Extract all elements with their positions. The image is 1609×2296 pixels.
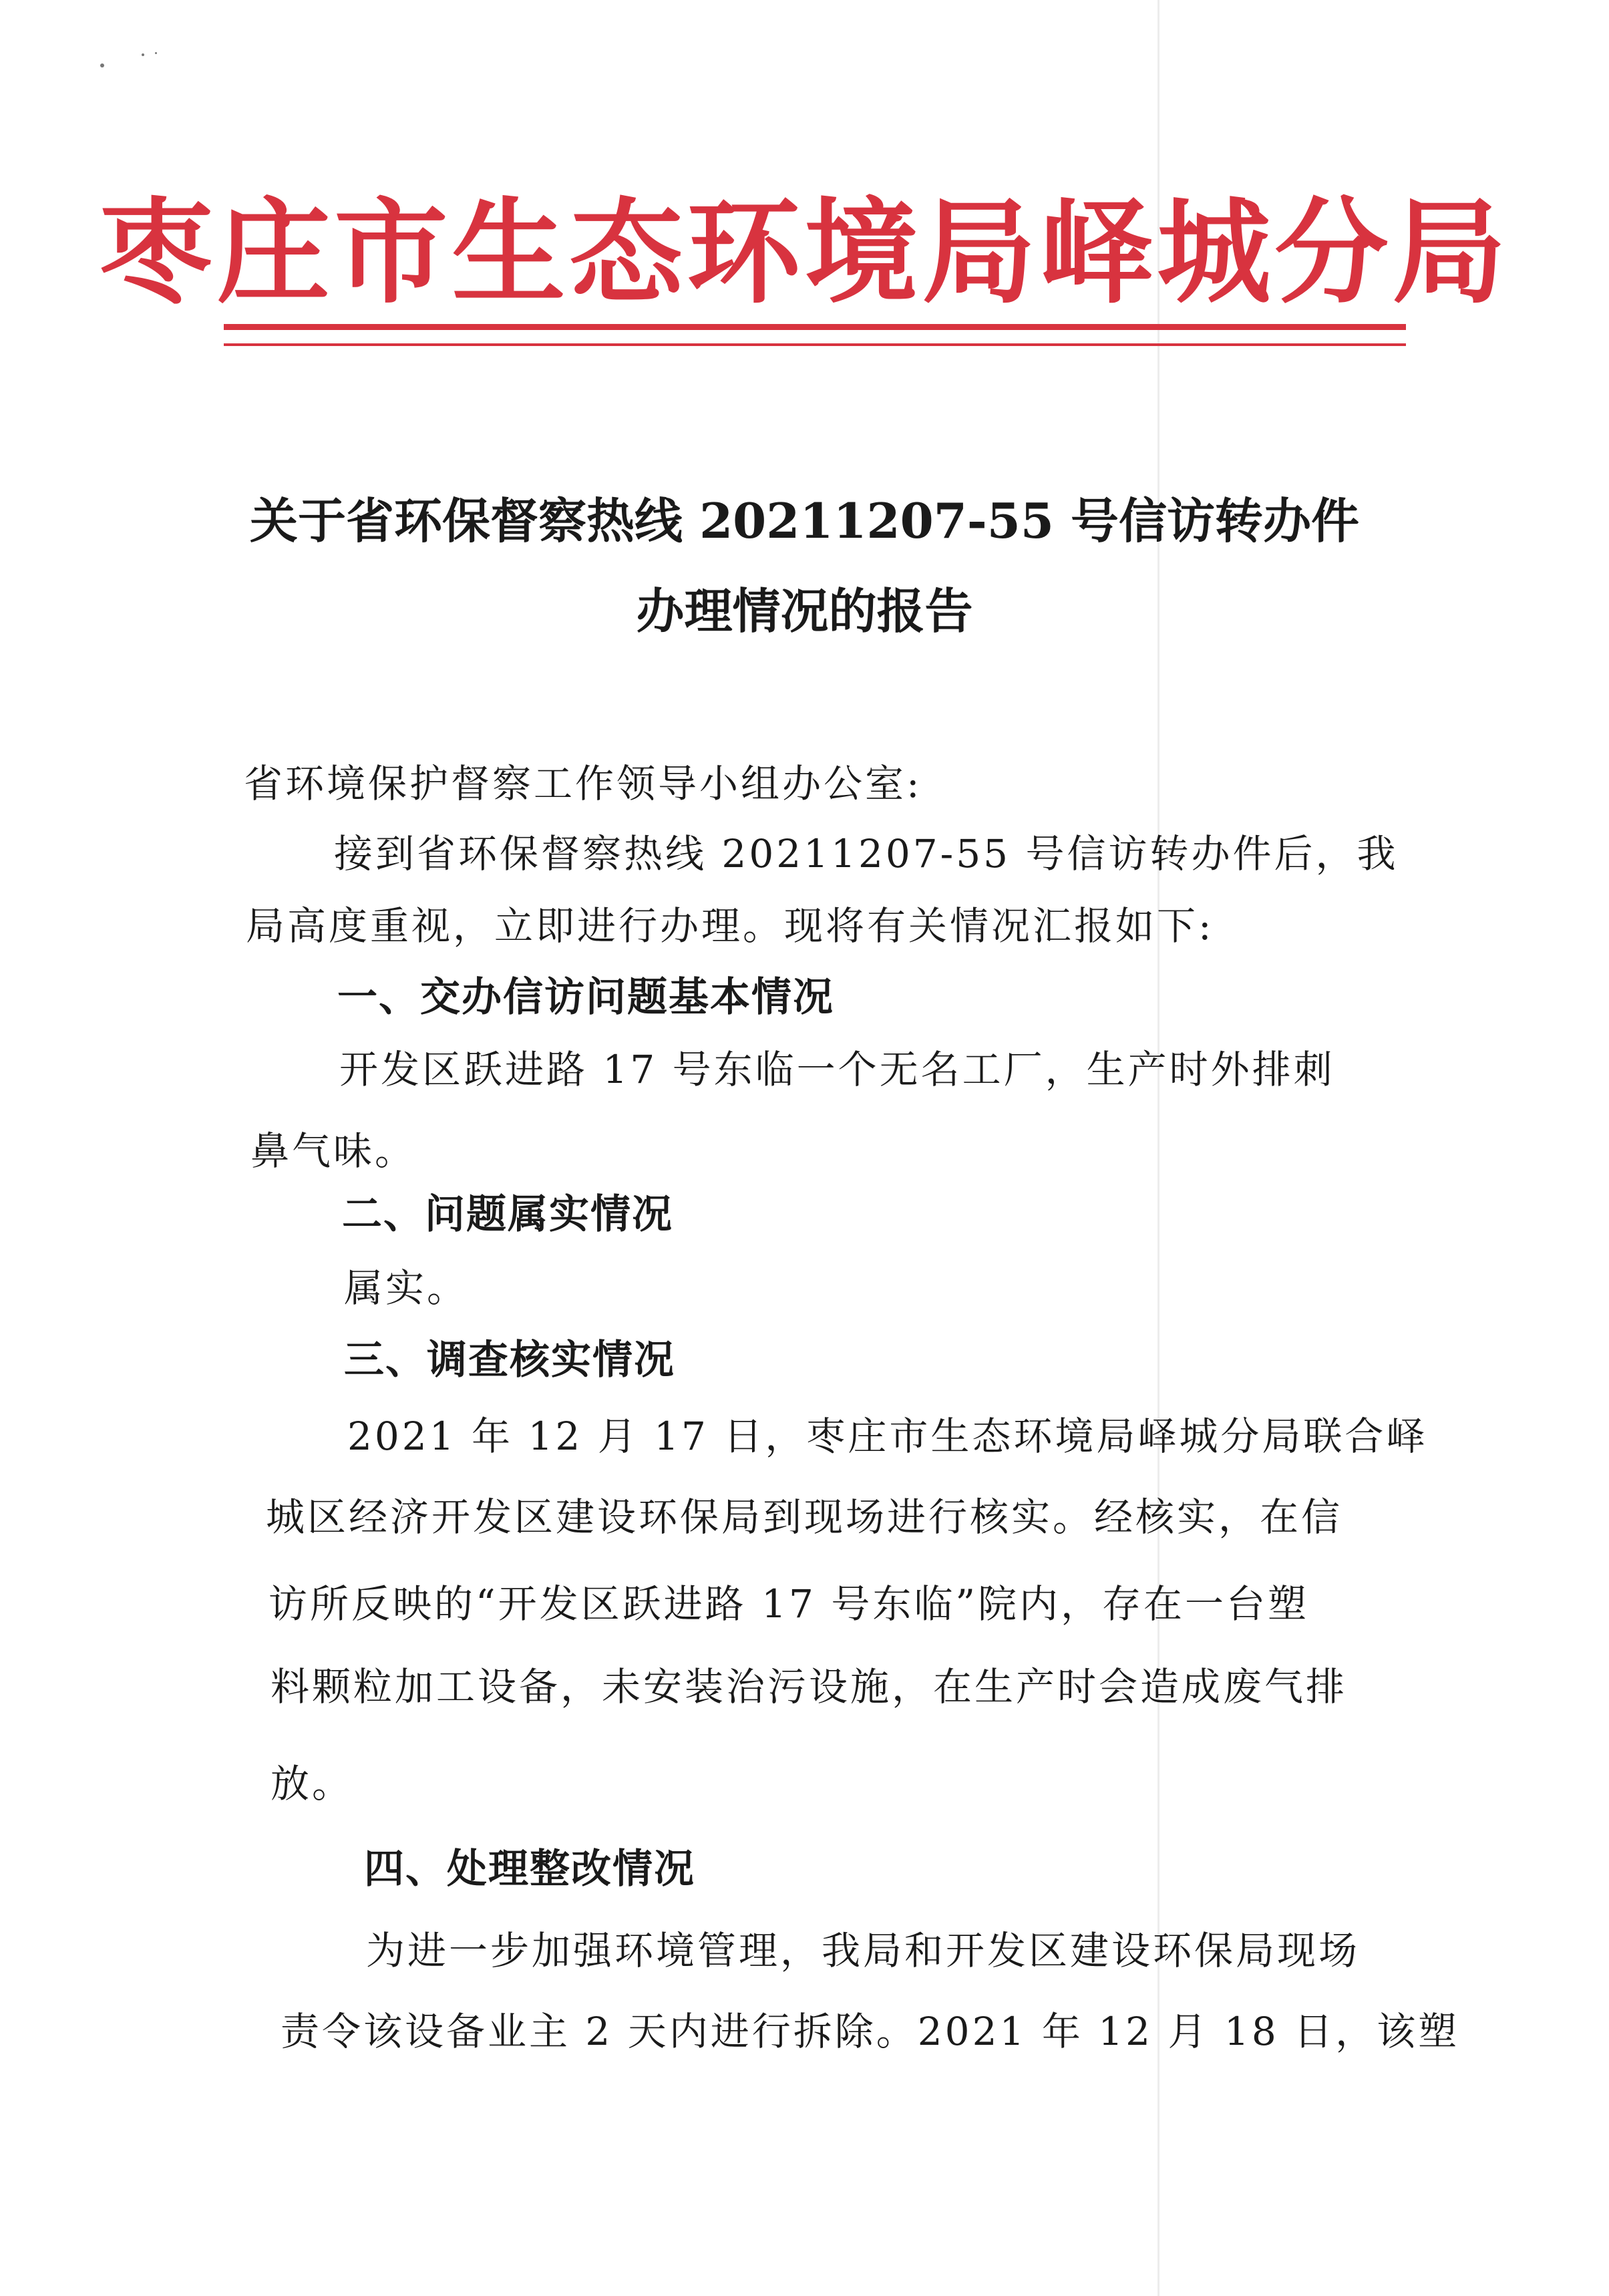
section3-line-1: 2021 年 12 月 17 日，枣庄市生态环境局峄城分局联合峄 xyxy=(347,1414,1428,1459)
section-heading-4: 四、处理整改情况 xyxy=(364,1846,695,1893)
report-title-line-2: 办理情况的报告 xyxy=(636,583,973,639)
section3-line-2: 城区经济开发区建设环保局到现场进行核实。经核实，在信 xyxy=(266,1494,1343,1540)
scan-speck xyxy=(155,52,157,54)
salutation: 省环境保护督察工作领导小组办公室: xyxy=(244,761,922,806)
section-heading-3: 三、调查核实情况 xyxy=(344,1337,675,1383)
intro-line-1: 接到省环保督察热线 20211207-55 号信访转办件后，我 xyxy=(334,831,1399,876)
letterhead-red-rule-thin xyxy=(224,343,1406,346)
section3-line-3: 访所反映的“开发区跃进路 17 号东临”院内，存在一台塑 xyxy=(269,1581,1309,1627)
section-heading-1: 一、交办信访问题基本情况 xyxy=(337,974,834,1021)
section2-line-1: 属实。 xyxy=(344,1265,469,1311)
section-heading-2: 二、问题属实情况 xyxy=(342,1191,673,1238)
scan-speck xyxy=(100,63,104,67)
section3-line-5: 放。 xyxy=(271,1761,354,1806)
section1-line-2: 鼻气味。 xyxy=(250,1128,417,1174)
section1-line-1: 开发区跃进路 17 号东临一个无名工厂，生产时外排刺 xyxy=(339,1047,1335,1092)
letterhead-red-rule-thick xyxy=(224,324,1406,330)
section4-line-2: 责令该设备业主 2 天内进行拆除。2021 年 12 月 18 日，该塑 xyxy=(281,2009,1460,2054)
scan-speck xyxy=(142,53,144,56)
intro-line-2: 局高度重视，立即进行办理。现将有关情况汇报如下: xyxy=(246,903,1214,949)
section4-line-1: 为进一步加强环境管理，我局和开发区建设环保局现场 xyxy=(366,1928,1361,1973)
letterhead-title: 枣庄市生态环境局峄城分局 xyxy=(99,186,1510,319)
report-title-line-1: 关于省环保督察热线 20211207-55 号信访转办件 xyxy=(250,492,1359,549)
section3-line-4: 料颗粒加工设备，未安装治污设施，在生产时会造成废气排 xyxy=(271,1664,1348,1709)
